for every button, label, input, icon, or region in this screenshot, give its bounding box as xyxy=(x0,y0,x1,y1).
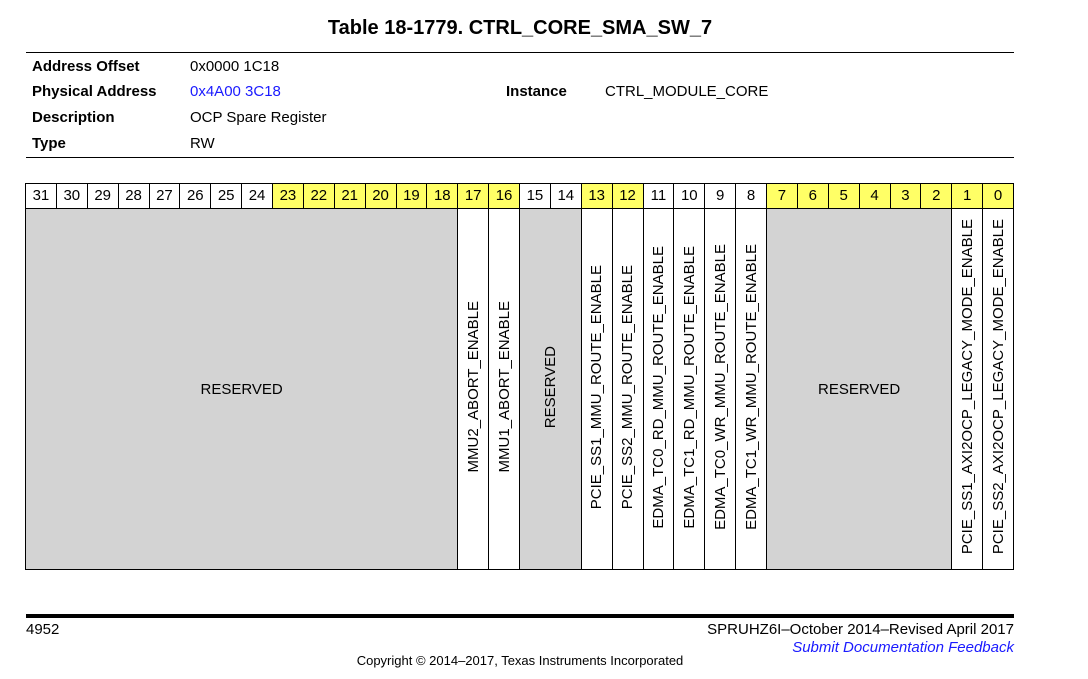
field-cell xyxy=(520,209,582,570)
bit-number-27: 27 xyxy=(149,184,180,209)
bit-number-18: 18 xyxy=(427,184,458,209)
bit-number-28: 28 xyxy=(118,184,149,209)
bit-number-21: 21 xyxy=(334,184,365,209)
bit-field-table xyxy=(25,183,1014,570)
bit-number-20: 20 xyxy=(365,184,396,209)
info-bottom-rule xyxy=(26,157,1014,158)
field-name: MMU2_ABORT_ENABLE xyxy=(464,301,482,473)
description-value: OCP Spare Register xyxy=(190,109,327,126)
bit-number-25: 25 xyxy=(211,184,242,209)
bit-number-4: 4 xyxy=(859,184,890,209)
field-cell xyxy=(767,209,952,570)
instance-label: Instance xyxy=(506,83,567,100)
field-name: PCIE_SS2_AXI2OCP_LEGACY_MODE_ENABLE xyxy=(989,219,1007,555)
field-cell xyxy=(26,209,458,570)
bit-number-15: 15 xyxy=(520,184,551,209)
bit-number-16: 16 xyxy=(489,184,520,209)
bit-number-26: 26 xyxy=(180,184,211,209)
bit-number-10: 10 xyxy=(674,184,705,209)
bit-number-13: 13 xyxy=(581,184,612,209)
field-name: PCIE_SS2_MMU_ROUTE_ENABLE xyxy=(619,264,637,510)
field-name: EDMA_TC1_RD_MMU_ROUTE_ENABLE xyxy=(680,245,698,529)
physical-address-label: Physical Address xyxy=(32,83,157,100)
bit-number-14: 14 xyxy=(550,184,581,209)
bit-number-29: 29 xyxy=(87,184,118,209)
bit-number-0: 0 xyxy=(983,184,1014,209)
document-id: SPRUHZ6I–October 2014–Revised April 2017 xyxy=(707,621,1014,638)
bit-number-1: 1 xyxy=(952,184,983,209)
bit-number-8: 8 xyxy=(736,184,767,209)
address-offset-label: Address Offset xyxy=(32,58,140,75)
field-cell xyxy=(643,209,674,570)
field-name: MMU1_ABORT_ENABLE xyxy=(495,301,513,473)
bit-number-22: 22 xyxy=(303,184,334,209)
bit-number-17: 17 xyxy=(458,184,489,209)
bit-number-30: 30 xyxy=(56,184,87,209)
field-cell xyxy=(736,209,767,570)
footer-rule xyxy=(26,614,1014,618)
bit-number-7: 7 xyxy=(767,184,798,209)
field-name: EDMA_TC1_WR_MMU_ROUTE_ENABLE xyxy=(742,244,760,530)
field-name: RESERVED xyxy=(541,345,559,429)
bit-number-11: 11 xyxy=(643,184,674,209)
field-name: EDMA_TC0_WR_MMU_ROUTE_ENABLE xyxy=(711,244,729,530)
table-title: Table 18-1779. CTRL_CORE_SMA_SW_7 xyxy=(327,17,713,39)
bit-number-12: 12 xyxy=(612,184,643,209)
bit-number-5: 5 xyxy=(828,184,859,209)
field-cell xyxy=(581,209,612,570)
bit-number-31: 31 xyxy=(26,184,57,209)
field-cell xyxy=(705,209,736,570)
physical-address-link[interactable]: 0x4A00 3C18 xyxy=(190,83,281,100)
bit-number-9: 9 xyxy=(705,184,736,209)
field-name: RESERVED xyxy=(200,380,283,398)
bit-number-3: 3 xyxy=(890,184,921,209)
bit-number-2: 2 xyxy=(921,184,952,209)
bit-number-23: 23 xyxy=(273,184,304,209)
field-row xyxy=(26,209,1014,570)
description-label: Description xyxy=(32,109,115,126)
address-offset-value: 0x0000 1C18 xyxy=(190,58,280,75)
copyright: Copyright © 2014–2017, Texas Instruments Incorporated xyxy=(356,653,684,668)
type-value: RW xyxy=(190,135,215,152)
field-name: EDMA_TC0_RD_MMU_ROUTE_ENABLE xyxy=(649,245,667,529)
bit-number-19: 19 xyxy=(396,184,427,209)
bit-number-6: 6 xyxy=(797,184,828,209)
field-cell xyxy=(612,209,643,570)
bit-number-24: 24 xyxy=(242,184,273,209)
field-cell xyxy=(952,209,983,570)
field-name: RESERVED xyxy=(817,380,901,398)
type-label: Type xyxy=(32,135,66,152)
field-name: PCIE_SS1_MMU_ROUTE_ENABLE xyxy=(588,264,606,510)
field-cell xyxy=(983,209,1014,570)
field-cell xyxy=(458,209,489,570)
submit-feedback-link[interactable]: Submit Documentation Feedback xyxy=(792,639,1014,656)
field-cell xyxy=(674,209,705,570)
bit-number-row xyxy=(26,184,1014,209)
instance-value: CTRL_MODULE_CORE xyxy=(605,83,769,100)
top-rule xyxy=(26,52,1014,53)
field-name: PCIE_SS1_AXI2OCP_LEGACY_MODE_ENABLE xyxy=(958,219,976,555)
field-cell xyxy=(489,209,520,570)
page-number: 4952 xyxy=(26,621,60,638)
